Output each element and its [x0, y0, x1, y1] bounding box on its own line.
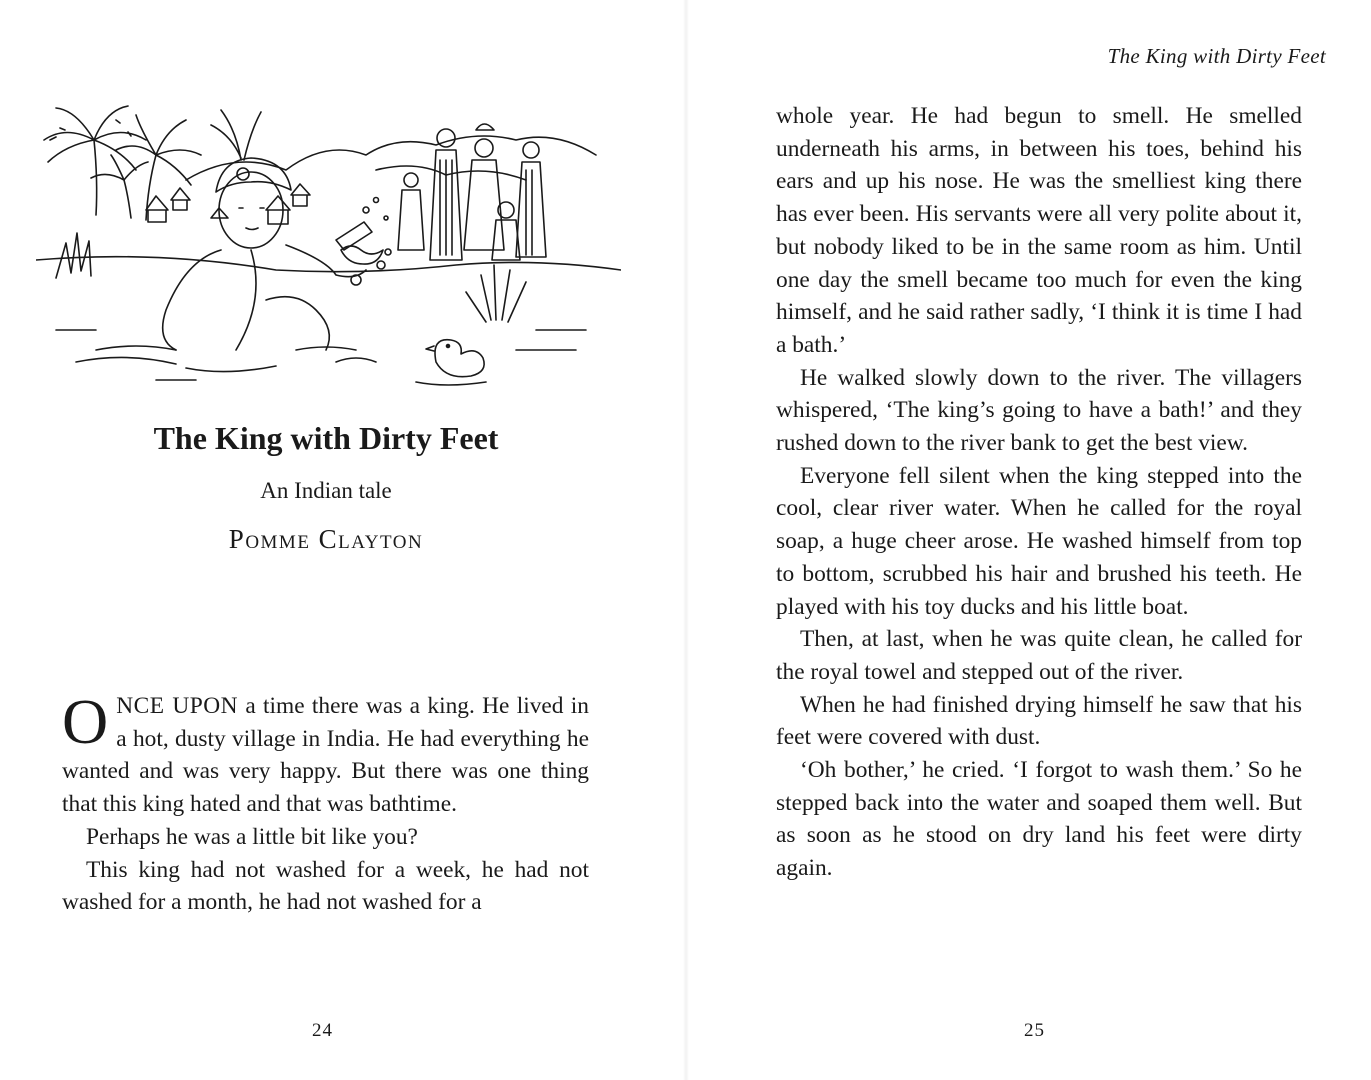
paragraph: whole year. He had begun to smell. He smelled underneath his arms, in between his toes, behind his ears and up his nose. He was the smelliest king there has ever been. His servants were all very polite about it, but nobody liked to be in the same room as him. Until one day the smell became too much for even the king himself, and he said rather sadly, ‘I think it is time I had a bath.’	[776, 103, 1302, 358]
palm-trees-drawing	[44, 106, 201, 220]
opening-paragraph-text: a time there was a king. He lived in a hot, dusty village in India. He had everything he wanted and was very happy. But there was one thing that this king hated and that was bathtime.	[62, 693, 589, 818]
reeds-drawing	[466, 265, 526, 322]
paragraph: Perhaps he was a little bit like you?	[86, 823, 418, 850]
village-huts-drawing	[146, 184, 310, 224]
page-number-right: 25	[1024, 1020, 1045, 1041]
paragraph: Then, at last, when he was quite clean, he called for the royal towel and stepped out of the river.	[776, 626, 1302, 685]
story-subtitle: An Indian tale	[260, 478, 392, 503]
opening-paragraph	[62, 686, 589, 821]
right-body-text	[776, 100, 1302, 885]
paragraph: Everyone fell silent when the king stepped into the cool, clear river water. When he called for the royal soap, a huge cheer arose. He washed himself from top to bottom, scrubbed his hair and brushed his teeth. He played with his toy ducks and his little boat.	[776, 462, 1302, 620]
drop-cap: O	[62, 686, 109, 757]
lead-caps: NCE UPON	[116, 693, 239, 719]
villagers-drawing	[398, 124, 546, 260]
left-body-text	[62, 686, 589, 919]
author-name: Pomme Clayton	[228, 524, 424, 554]
water-ripples-drawing	[56, 330, 586, 385]
paragraph: ‘Oh bother,’ he cried. ‘I forgot to wash them.’ So he stepped back into the water and soaped them well. But as soon as he stood on dry land his feet were dirty again.	[776, 757, 1302, 882]
running-head: The King with Dirty Feet	[1107, 44, 1326, 68]
king-bathing-illustration	[36, 100, 621, 395]
toy-duck-drawing	[426, 340, 484, 377]
right-page	[686, 0, 1371, 1080]
paragraph: This king had not washed for a week, he had not washed for a month, he had not washed for a	[62, 856, 589, 916]
paragraph: When he had finished drying himself he saw that his feet were covered with dust.	[776, 691, 1302, 751]
king-drawing	[163, 110, 366, 350]
paragraph: He walked slowly down to the river. The villagers whispered, ‘The king’s going to have a bath!’ and they rushed down to the river bank to get the best view.	[776, 364, 1302, 457]
story-title: The King with Dirty Feet	[153, 420, 499, 456]
page-number-left: 24	[312, 1020, 333, 1041]
